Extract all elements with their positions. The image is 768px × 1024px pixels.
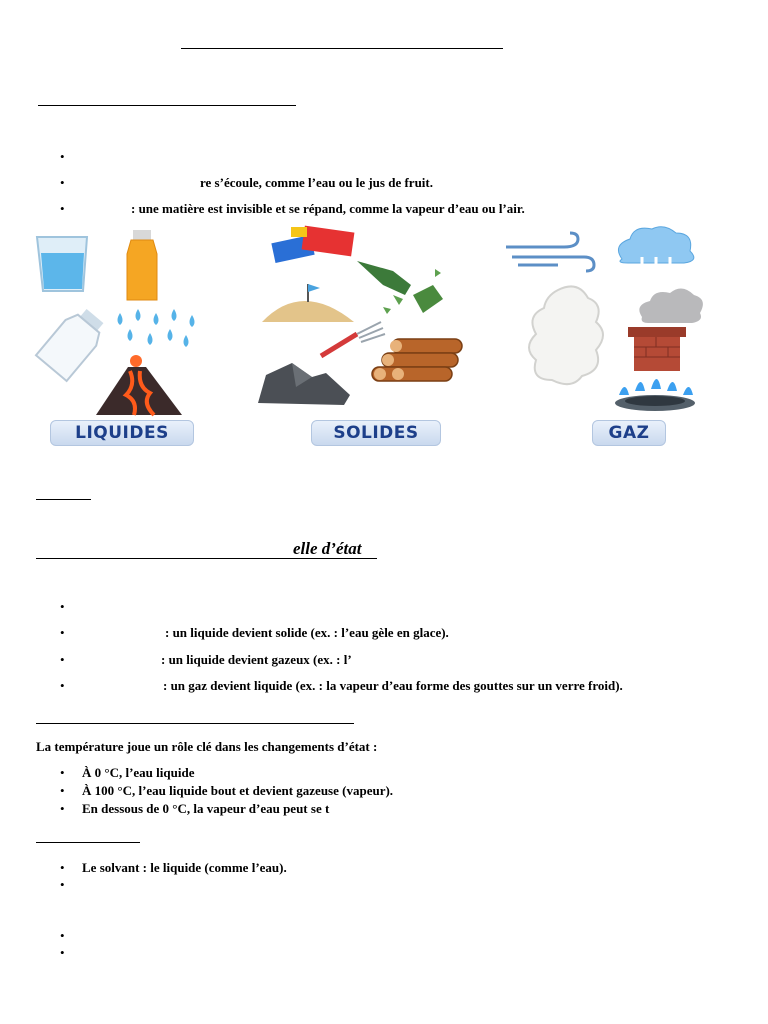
label-liquides: LIQUIDES bbox=[50, 420, 194, 446]
firewood-logs-icon bbox=[372, 337, 467, 387]
solution-bullet-1: • Le solvant : le liquide (comme l’eau). bbox=[82, 860, 287, 876]
section1-heading-underline bbox=[38, 105, 296, 106]
section3-heading-underline bbox=[36, 723, 354, 724]
temperature-bullet-2: • À 100 °C, l’eau liquide bout et devient gazeuse (vapeur). bbox=[82, 783, 393, 799]
smoke-cloud-icon bbox=[636, 287, 706, 327]
lego-bricks-icon bbox=[273, 225, 363, 265]
broken-bottle-icon bbox=[353, 255, 448, 315]
temperature-bullet-3: • En dessous de 0 °C, la vapeur d’eau peut se t bbox=[82, 801, 329, 817]
water-drops-icon bbox=[112, 307, 202, 352]
section-separator-short bbox=[36, 499, 91, 500]
section2-heading: elle d’état bbox=[293, 539, 362, 558]
rain-cloud-icon bbox=[612, 227, 707, 287]
label-solides: SOLIDES bbox=[311, 420, 441, 446]
chimney-icon bbox=[628, 327, 688, 372]
wind-icon bbox=[504, 233, 599, 278]
lava-volcano-icon bbox=[96, 355, 186, 415]
temperature-bullet-1: • À 0 °C, l’eau liquide bbox=[82, 765, 194, 781]
sand-pile-icon bbox=[262, 280, 357, 325]
temperature-intro-text: La température joue un rôle clé dans les changements d’état : bbox=[36, 739, 378, 754]
juice-bottle-icon bbox=[123, 230, 163, 305]
steam-cloud-icon bbox=[528, 282, 608, 392]
gas-burner-flame-icon bbox=[605, 373, 700, 418]
states-of-matter-figure bbox=[30, 225, 710, 455]
label-gaz: GAZ bbox=[592, 420, 666, 446]
rocks-icon bbox=[252, 357, 357, 407]
section4-heading-underline bbox=[36, 842, 140, 843]
title-underline bbox=[181, 48, 503, 49]
glass-of-water-icon bbox=[35, 235, 95, 295]
